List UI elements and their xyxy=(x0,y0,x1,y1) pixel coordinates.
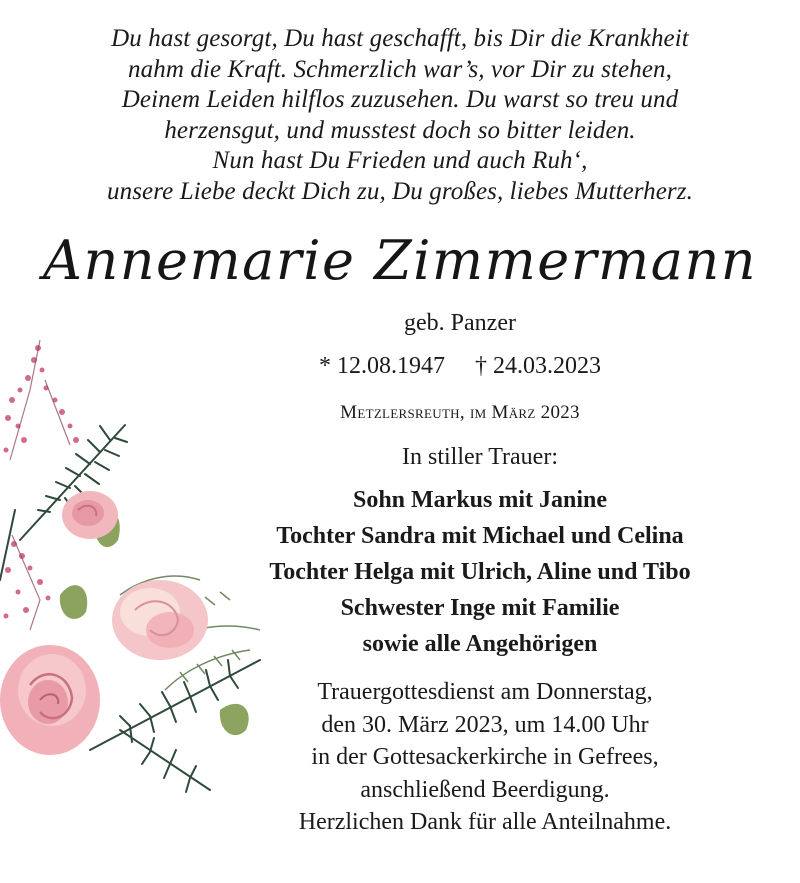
poem-line: herzensgut, und musstest doch so bitter leiden. xyxy=(164,116,636,144)
service-line: Herzlichen Dank für alle Anteilnahme. xyxy=(298,809,672,835)
service-line: den 30. März 2023, um 14.00 Uhr xyxy=(321,711,649,738)
service-line: in der Gottesackerkirche in Gefrees, xyxy=(311,744,659,770)
service-line: anschließend Beerdigung. xyxy=(360,776,610,803)
birth-name: geb. Panzer xyxy=(404,310,516,336)
mourning-intro: In stiller Trauer: xyxy=(402,444,558,470)
life-dates xyxy=(280,350,640,382)
poem-line: unsere Liebe deckt Dich zu, Du großes, liebes Mutterherz. xyxy=(107,177,693,205)
birth-date: * 12.08.1947 xyxy=(319,353,445,379)
deceased-name: Annemarie Zimmermann xyxy=(42,229,758,292)
poem-line: Deinem Leiden hilflos zuzusehen. Du warst so treu und xyxy=(121,86,679,113)
family-member: Tochter Sandra mit Michael und Celina xyxy=(276,523,684,549)
family-member: sowie alle Angehörigen xyxy=(362,631,598,657)
family-member: Schwester Inge mit Familie xyxy=(340,595,620,621)
poem-line: Nun hast Du Frieden und auch Ruh‘, xyxy=(212,147,588,174)
poem-verse xyxy=(0,24,800,207)
poem-line: nahm die Kraft. Schmerzlich war’s, vor Dir zu stehen, xyxy=(128,55,672,83)
family-member: Sohn Markus mit Janine xyxy=(352,487,608,513)
service-info xyxy=(230,676,740,839)
poem-line: Du hast gesorgt, Du hast geschafft, bis Dir die Krankheit xyxy=(111,25,689,52)
service-line: Trauergottesdienst am Donnerstag, xyxy=(317,679,653,705)
family-member: Tochter Helga mit Ulrich, Aline und Tibo xyxy=(269,559,691,585)
family-list xyxy=(210,482,750,662)
place-and-date: Metzlersreuth, im März 2023 xyxy=(340,402,580,423)
death-date: † 24.03.2023 xyxy=(475,353,601,379)
